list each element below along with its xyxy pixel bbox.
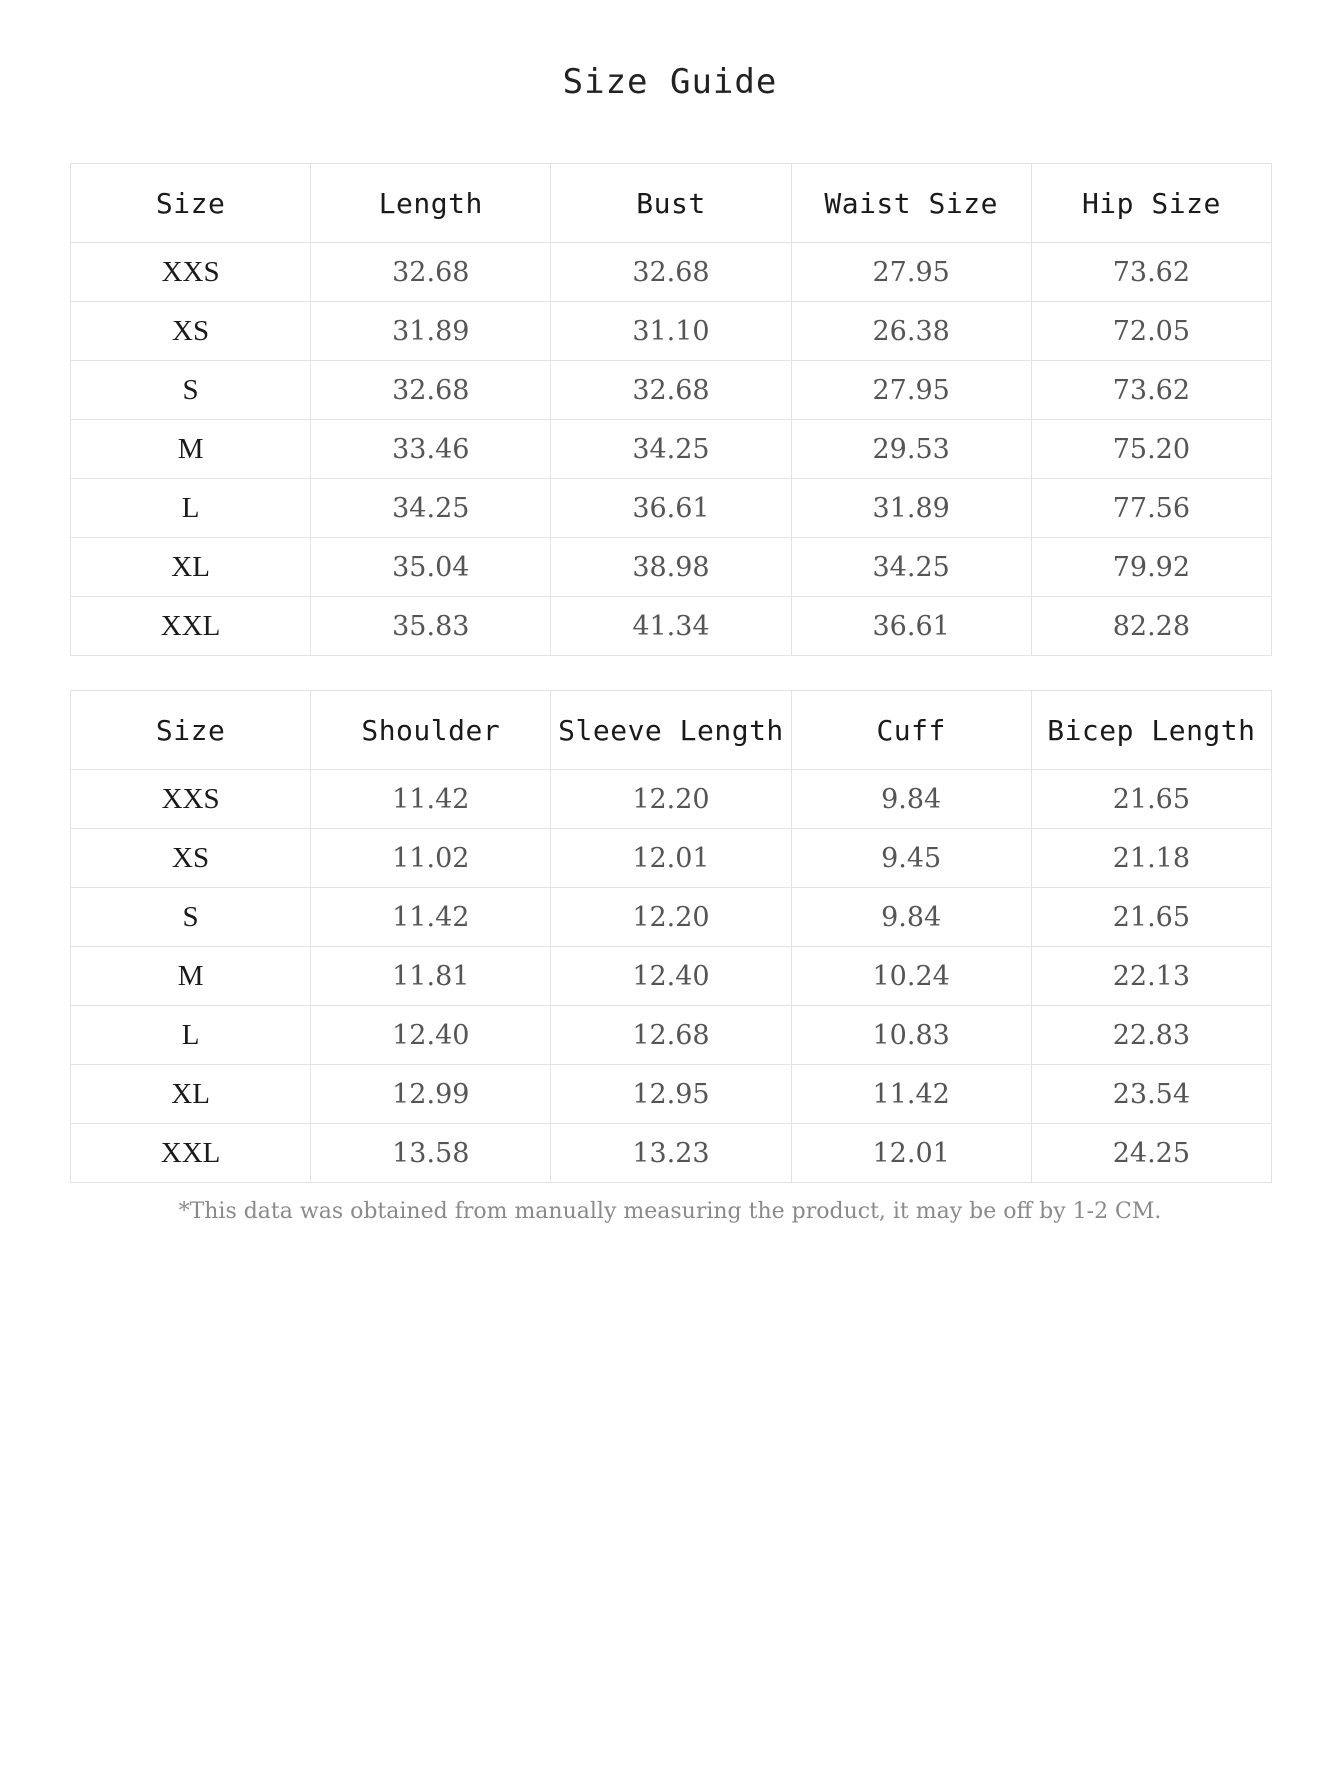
table-cell: 12.68: [551, 1006, 791, 1065]
column-header: Size: [71, 691, 311, 770]
table-cell: 11.42: [791, 1065, 1031, 1124]
table-cell: 32.68: [311, 243, 551, 302]
size-cell: S: [71, 888, 311, 947]
table-cell: 75.20: [1031, 420, 1271, 479]
size-table-body-measurements: [70, 163, 1272, 656]
table-cell: 36.61: [551, 479, 791, 538]
table-header-row: [71, 691, 1272, 770]
table-cell: 9.84: [791, 770, 1031, 829]
size-cell: XL: [71, 1065, 311, 1124]
table-row: [71, 770, 1272, 829]
table-row: [71, 829, 1272, 888]
size-table-arm-measurements: [70, 690, 1272, 1183]
table-cell: 35.04: [311, 538, 551, 597]
table-row: [71, 361, 1272, 420]
table-cell: 72.05: [1031, 302, 1271, 361]
table-row: [71, 1065, 1272, 1124]
table-cell: 21.65: [1031, 770, 1271, 829]
table-cell: 12.40: [551, 947, 791, 1006]
table-cell: 13.58: [311, 1124, 551, 1183]
table-cell: 34.25: [311, 479, 551, 538]
table-cell: 32.68: [551, 243, 791, 302]
table-cell: 24.25: [1031, 1124, 1271, 1183]
table-cell: 27.95: [791, 243, 1031, 302]
table-row: [71, 1006, 1272, 1065]
table-row: [71, 947, 1272, 1006]
table-cell: 79.92: [1031, 538, 1271, 597]
table-cell: 12.20: [551, 888, 791, 947]
table-cell: 21.65: [1031, 888, 1271, 947]
table-row: [71, 243, 1272, 302]
table-row: [71, 420, 1272, 479]
size-cell: L: [71, 1006, 311, 1065]
size-cell: XXS: [71, 770, 311, 829]
table-cell: 34.25: [791, 538, 1031, 597]
table-cell: 31.10: [551, 302, 791, 361]
table-cell: 12.99: [311, 1065, 551, 1124]
size-cell: XXS: [71, 243, 311, 302]
table-row: [71, 597, 1272, 656]
column-header: Shoulder: [311, 691, 551, 770]
size-cell: XXL: [71, 597, 311, 656]
page-title: Size Guide: [562, 62, 778, 102]
table-cell: 10.83: [791, 1006, 1031, 1065]
size-cell: XXL: [71, 1124, 311, 1183]
table-cell: 32.68: [551, 361, 791, 420]
table-cell: 33.46: [311, 420, 551, 479]
table-cell: 38.98: [551, 538, 791, 597]
table-cell: 29.53: [791, 420, 1031, 479]
column-header: Length: [311, 164, 551, 243]
table-cell: 11.42: [311, 888, 551, 947]
table-cell: 32.68: [311, 361, 551, 420]
table-cell: 31.89: [791, 479, 1031, 538]
column-header: Cuff: [791, 691, 1031, 770]
size-cell: M: [71, 420, 311, 479]
table-cell: 11.42: [311, 770, 551, 829]
table-row: [71, 302, 1272, 361]
size-cell: XL: [71, 538, 311, 597]
column-header: Bust: [551, 164, 791, 243]
table-cell: 73.62: [1031, 243, 1271, 302]
size-cell: S: [71, 361, 311, 420]
table-cell: 22.13: [1031, 947, 1271, 1006]
table-header-row: [71, 164, 1272, 243]
table-cell: 77.56: [1031, 479, 1271, 538]
table-cell: 82.28: [1031, 597, 1271, 656]
table-cell: 12.01: [551, 829, 791, 888]
size-cell: M: [71, 947, 311, 1006]
table-row: [71, 888, 1272, 947]
column-header: Bicep Length: [1031, 691, 1271, 770]
table-cell: 27.95: [791, 361, 1031, 420]
table-cell: 11.81: [311, 947, 551, 1006]
column-header: Waist Size: [791, 164, 1031, 243]
table-cell: 22.83: [1031, 1006, 1271, 1065]
table-row: [71, 479, 1272, 538]
table-cell: 26.38: [791, 302, 1031, 361]
table-cell: 12.95: [551, 1065, 791, 1124]
size-cell: XS: [71, 302, 311, 361]
table-cell: 13.23: [551, 1124, 791, 1183]
table-cell: 9.84: [791, 888, 1031, 947]
table-cell: 31.89: [311, 302, 551, 361]
table-cell: 36.61: [791, 597, 1031, 656]
table-cell: 35.83: [311, 597, 551, 656]
table-cell: 9.45: [791, 829, 1031, 888]
table-cell: 10.24: [791, 947, 1031, 1006]
table-row: [71, 1124, 1272, 1183]
table-cell: 11.02: [311, 829, 551, 888]
table-cell: 73.62: [1031, 361, 1271, 420]
table-cell: 41.34: [551, 597, 791, 656]
size-cell: L: [71, 479, 311, 538]
column-header: Size: [71, 164, 311, 243]
table-row: [71, 538, 1272, 597]
table-cell: 12.20: [551, 770, 791, 829]
measurement-disclaimer: *This data was obtained from manually measuring the product, it may be off by 1-2 CM.: [178, 1199, 1162, 1224]
column-header: Hip Size: [1031, 164, 1271, 243]
table-cell: 12.40: [311, 1006, 551, 1065]
table-cell: 23.54: [1031, 1065, 1271, 1124]
table-cell: 34.25: [551, 420, 791, 479]
column-header: Sleeve Length: [551, 691, 791, 770]
table-cell: 12.01: [791, 1124, 1031, 1183]
table-cell: 21.18: [1031, 829, 1271, 888]
size-cell: XS: [71, 829, 311, 888]
